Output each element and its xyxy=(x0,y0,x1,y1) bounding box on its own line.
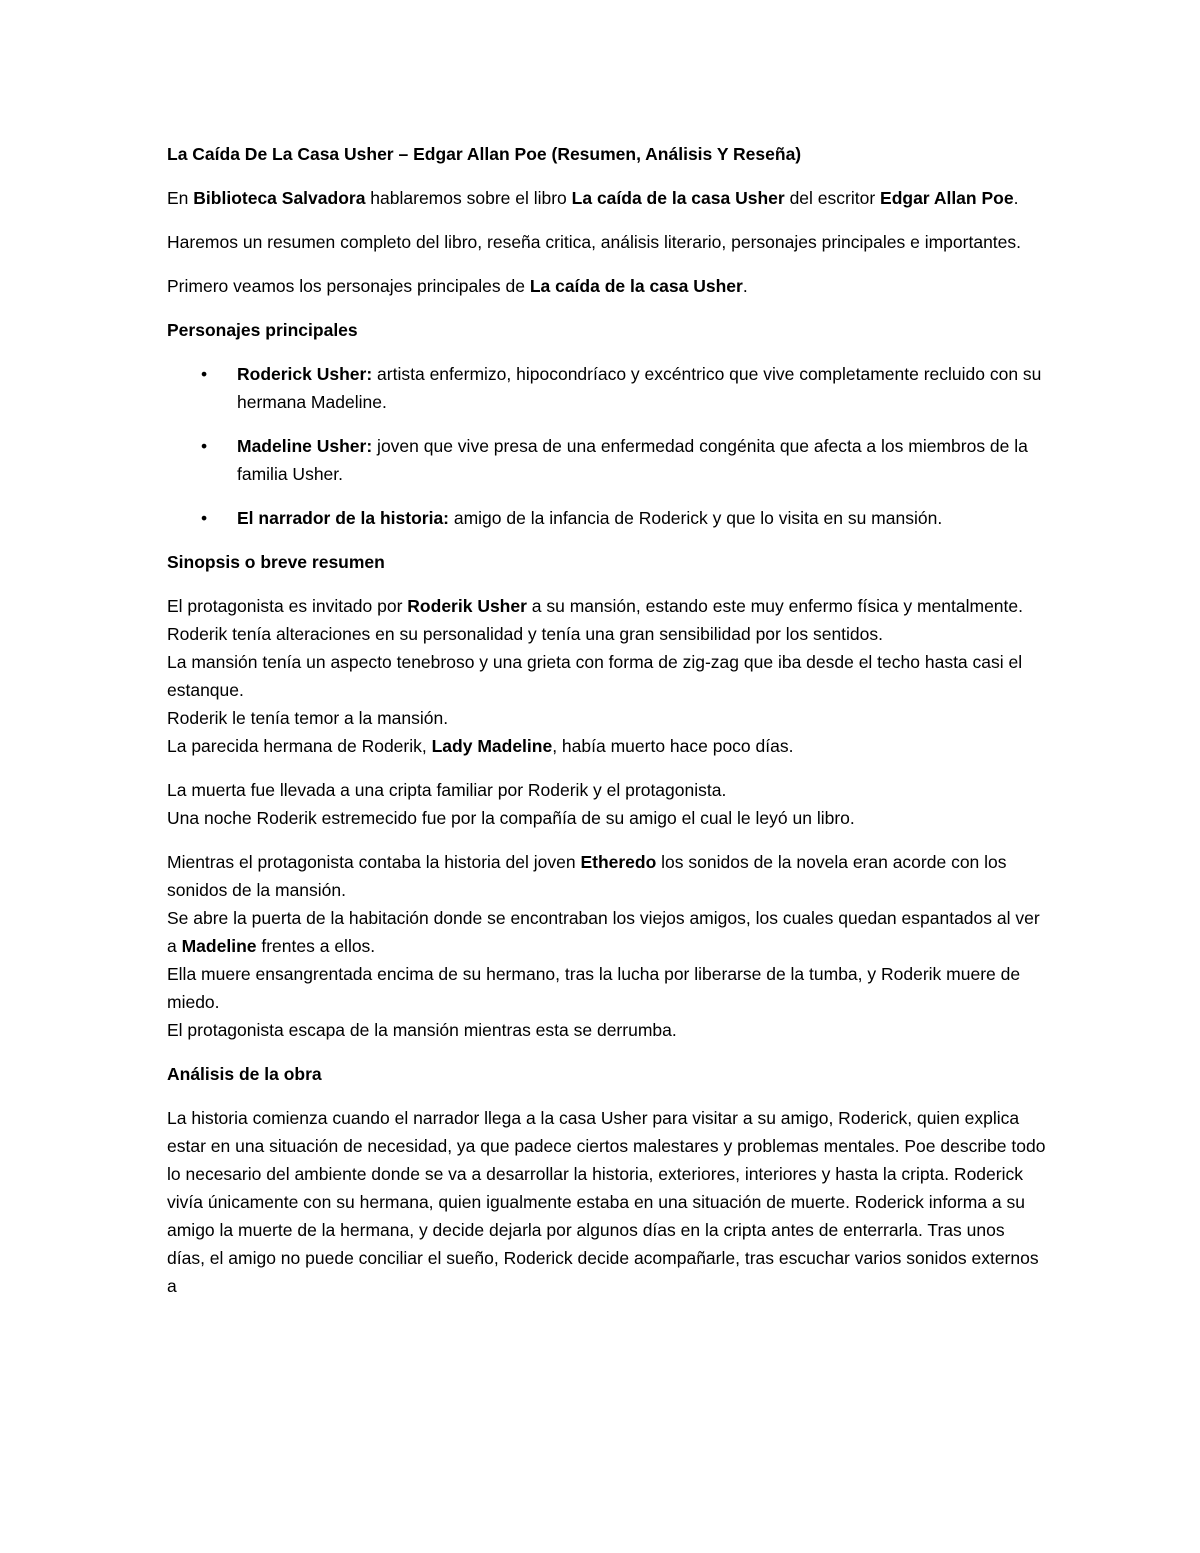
section-heading-sinopsis: Sinopsis o breve resumen xyxy=(167,552,385,572)
intro3-text: . xyxy=(742,276,748,296)
list-item xyxy=(167,432,1047,488)
sinopsis-text: frentes a ellos. xyxy=(256,936,376,956)
intro-bold-author: Edgar Allan Poe xyxy=(880,188,1014,208)
sinopsis-line: La muerta fue llevada a una cripta familiar por Roderik y el protagonista. xyxy=(167,780,727,800)
character-name: Madeline Usher: xyxy=(237,436,373,456)
analisis-paragraph: La historia comienza cuando el narrador llega a la casa Usher para visitar a su amigo, Roderick, quien explica estar en una situación de necesidad, ya que padece ciertos malestares y problemas mentales. Poe describe todo lo necesario del ambiente donde se va a desarrollar la historia, exteriores, interiores y hasta la cripta. Roderick vivía únicamente con su hermana, quien igualmente estaba en una situación de muerte. Roderick informa a su amigo la muerte de la hermana, y decide dejarla por algunos días en la cripta antes de enterrarla. Tras unos días, el amigo no puede conciliar el sueño, Roderick decide acompañarle, tras escuchar varios sonidos externos a xyxy=(167,1108,1046,1296)
character-desc: amigo de la infancia de Roderick y que lo visita en su mansión. xyxy=(449,508,943,528)
section-heading-analisis: Análisis de la obra xyxy=(167,1064,322,1084)
intro-text: hablaremos sobre el libro xyxy=(365,188,572,208)
document-page xyxy=(167,140,1047,1300)
sinopsis-text: Mientras el protagonista contaba la historia del joven xyxy=(167,852,581,872)
intro-paragraph-2: Haremos un resumen completo del libro, reseña critica, análisis literario, personajes principales e importantes. xyxy=(167,232,1022,252)
character-list xyxy=(167,360,1047,532)
sinopsis-paragraph-2 xyxy=(167,776,1047,832)
intro-paragraph-3 xyxy=(167,272,1047,300)
sinopsis-line: Una noche Roderik estremecido fue por la compañía de su amigo el cual le leyó un libro. xyxy=(167,808,855,828)
sinopsis-text: , había muerto hace poco días. xyxy=(552,736,794,756)
sinopsis-line: Ella muere ensangrentada encima de su hermano, tras la lucha por liberarse de la tumba, y Roderik muere de miedo. xyxy=(167,964,1021,1012)
bullet-icon: • xyxy=(201,436,208,456)
sinopsis-text: Se abre la puerta de la habitación donde se encontraban los viejos amigos, los cuales quedan espantados al ver a xyxy=(167,908,1040,956)
bullet-icon: • xyxy=(201,508,208,528)
sinopsis-paragraph-1 xyxy=(167,592,1047,760)
document-title: La Caída De La Casa Usher – Edgar Allan Poe (Resumen, Análisis Y Reseña) xyxy=(167,144,802,164)
sinopsis-text: a su mansión, estando este muy enfermo física y mentalmente. xyxy=(526,596,1023,616)
section-heading-personajes: Personajes principales xyxy=(167,320,358,340)
intro-paragraph xyxy=(167,184,1047,212)
sinopsis-bold-name: Etheredo xyxy=(580,852,657,872)
intro3-text: Primero veamos los personajes principales de xyxy=(167,276,530,296)
list-item xyxy=(167,504,1047,532)
bullet-icon: • xyxy=(201,364,208,384)
intro-text: . xyxy=(1013,188,1019,208)
intro-bold-site: Biblioteca Salvadora xyxy=(193,188,366,208)
list-item xyxy=(167,360,1047,416)
sinopsis-line: Roderik tenía alteraciones en su personalidad y tenía una gran sensibilidad por los sentidos. xyxy=(167,624,884,644)
sinopsis-line xyxy=(167,592,1047,620)
sinopsis-line: La mansión tenía un aspecto tenebroso y una grieta con forma de zig-zag que iba desde el techo hasta casi el estanque. xyxy=(167,652,1023,700)
intro-bold-book: La caída de la casa Usher xyxy=(571,188,785,208)
intro3-bold-book: La caída de la casa Usher xyxy=(529,276,743,296)
sinopsis-bold-name: Roderik Usher xyxy=(407,596,527,616)
character-name: El narrador de la historia: xyxy=(237,508,449,528)
sinopsis-bold-name: Lady Madeline xyxy=(431,736,553,756)
sinopsis-line xyxy=(167,848,1047,904)
sinopsis-text: El protagonista es invitado por xyxy=(167,596,408,616)
sinopsis-line: El protagonista escapa de la mansión mientras esta se derrumba. xyxy=(167,1020,677,1040)
character-desc: artista enfermizo, hipocondríaco y excéntrico que vive completamente recluido con su hermana Madeline. xyxy=(237,364,1042,412)
sinopsis-line: Roderik le tenía temor a la mansión. xyxy=(167,708,449,728)
sinopsis-line xyxy=(167,904,1047,960)
sinopsis-paragraph-3 xyxy=(167,848,1047,1044)
intro-text: del escritor xyxy=(784,188,881,208)
sinopsis-line xyxy=(167,732,1047,760)
intro-text: En xyxy=(167,188,194,208)
sinopsis-bold-name: Madeline xyxy=(181,936,257,956)
sinopsis-text: La parecida hermana de Roderik, xyxy=(167,736,432,756)
character-name: Roderick Usher: xyxy=(237,364,373,384)
sinopsis-text: los sonidos de la novela eran acorde con los sonidos de la mansión. xyxy=(167,852,1007,900)
character-desc: joven que vive presa de una enfermedad congénita que afecta a los miembros de la familia Usher. xyxy=(237,436,1028,484)
